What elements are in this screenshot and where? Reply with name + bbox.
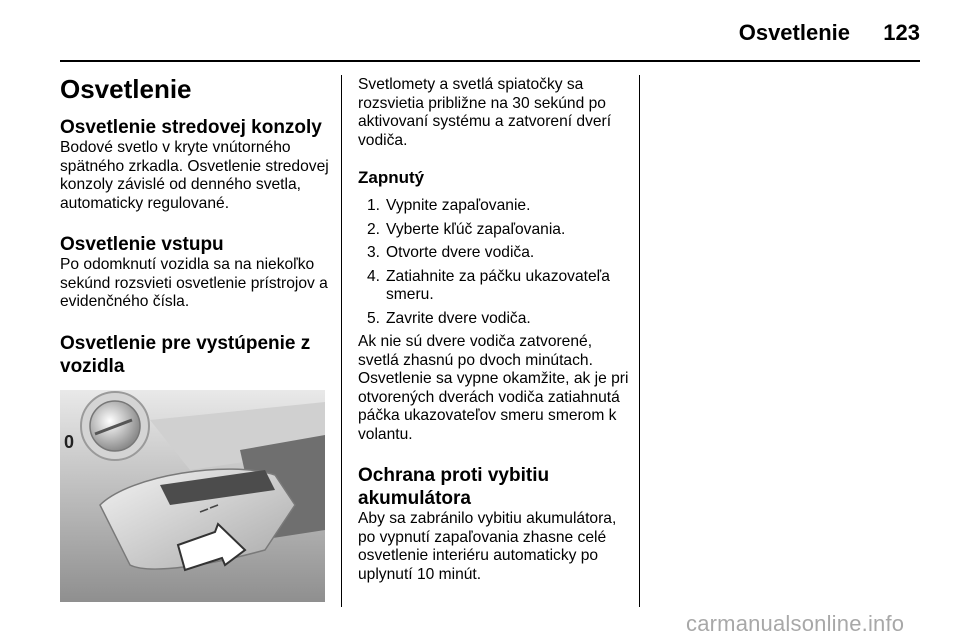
heading-console-lighting: Osvetlenie stredovej konzoly (60, 117, 322, 138)
page-title: Osvetlenie (60, 74, 192, 104)
step-item: 4. Zatiahnite za páčku ukazovateľa smeru. (367, 267, 610, 303)
heading-activation: Zapnutý (358, 168, 425, 187)
step-item: 3. Otvorte dvere vodiča. (367, 244, 535, 261)
column-divider-1 (341, 75, 342, 607)
running-header-title: Osvetlenie (738, 20, 850, 45)
battery-protection-text: Aby sa zabránilo vybitiu akumulátora, po vypnutí zapaľovania zhasne celé osvetlenie interiéru automaticky po uplynutí 10 minút. (358, 510, 617, 583)
lever-illustration (60, 390, 325, 602)
heading-battery-protection: Ochrana proti vybitiu akumulátora (358, 465, 550, 509)
heading-entry-lighting: Osvetlenie vstupu (60, 234, 224, 255)
page-number: 123 (883, 20, 920, 45)
activation-steps (358, 197, 630, 328)
watermark: carmanualsonline.info (686, 611, 905, 636)
doors-open-text: Ak nie sú dvere vodiča zatvorené, svetlá zhasnú po dvoch minútach. (358, 333, 593, 369)
ignition-position-label: 0 (64, 432, 75, 452)
left-column (60, 74, 332, 378)
middle-column (358, 76, 630, 584)
step-item: 1. Vypnite zapaľovanie. (367, 197, 531, 214)
intro-text: Svetlomety a svetlá spiatočky sa rozsvietia približne na 30 sekúnd po aktivovaní systému a zatvorení dverí vodiča. (358, 76, 612, 149)
step-item: 5. Zavrite dvere vodiča. (367, 309, 531, 327)
entry-lighting-text: Po odomknutí vozidla sa na niekoľko sekúnd rozsvieti osvetlenie prístrojov a evidenčného čísla. (60, 256, 328, 310)
heading-exit-lighting: Osvetlenie pre vystúpenie z vozidla (60, 332, 311, 377)
header-rule (60, 60, 920, 62)
console-lighting-text: Bodové svetlo v kryte vnútorného spätného zrkadla. Osvetlenie stredovej konzoly závislé od denného svetla, automaticky regulované. (60, 139, 329, 212)
column-divider-2 (639, 75, 640, 607)
step-item: 2. Vyberte kľúč zapaľovania. (367, 220, 566, 238)
switch-off-text: Osvetlenie sa vypne okamžite, ak je pri otvorených dverách vodiča zatiahnutá páčka ukazovateľov smeru smerom k volantu. (358, 370, 629, 443)
